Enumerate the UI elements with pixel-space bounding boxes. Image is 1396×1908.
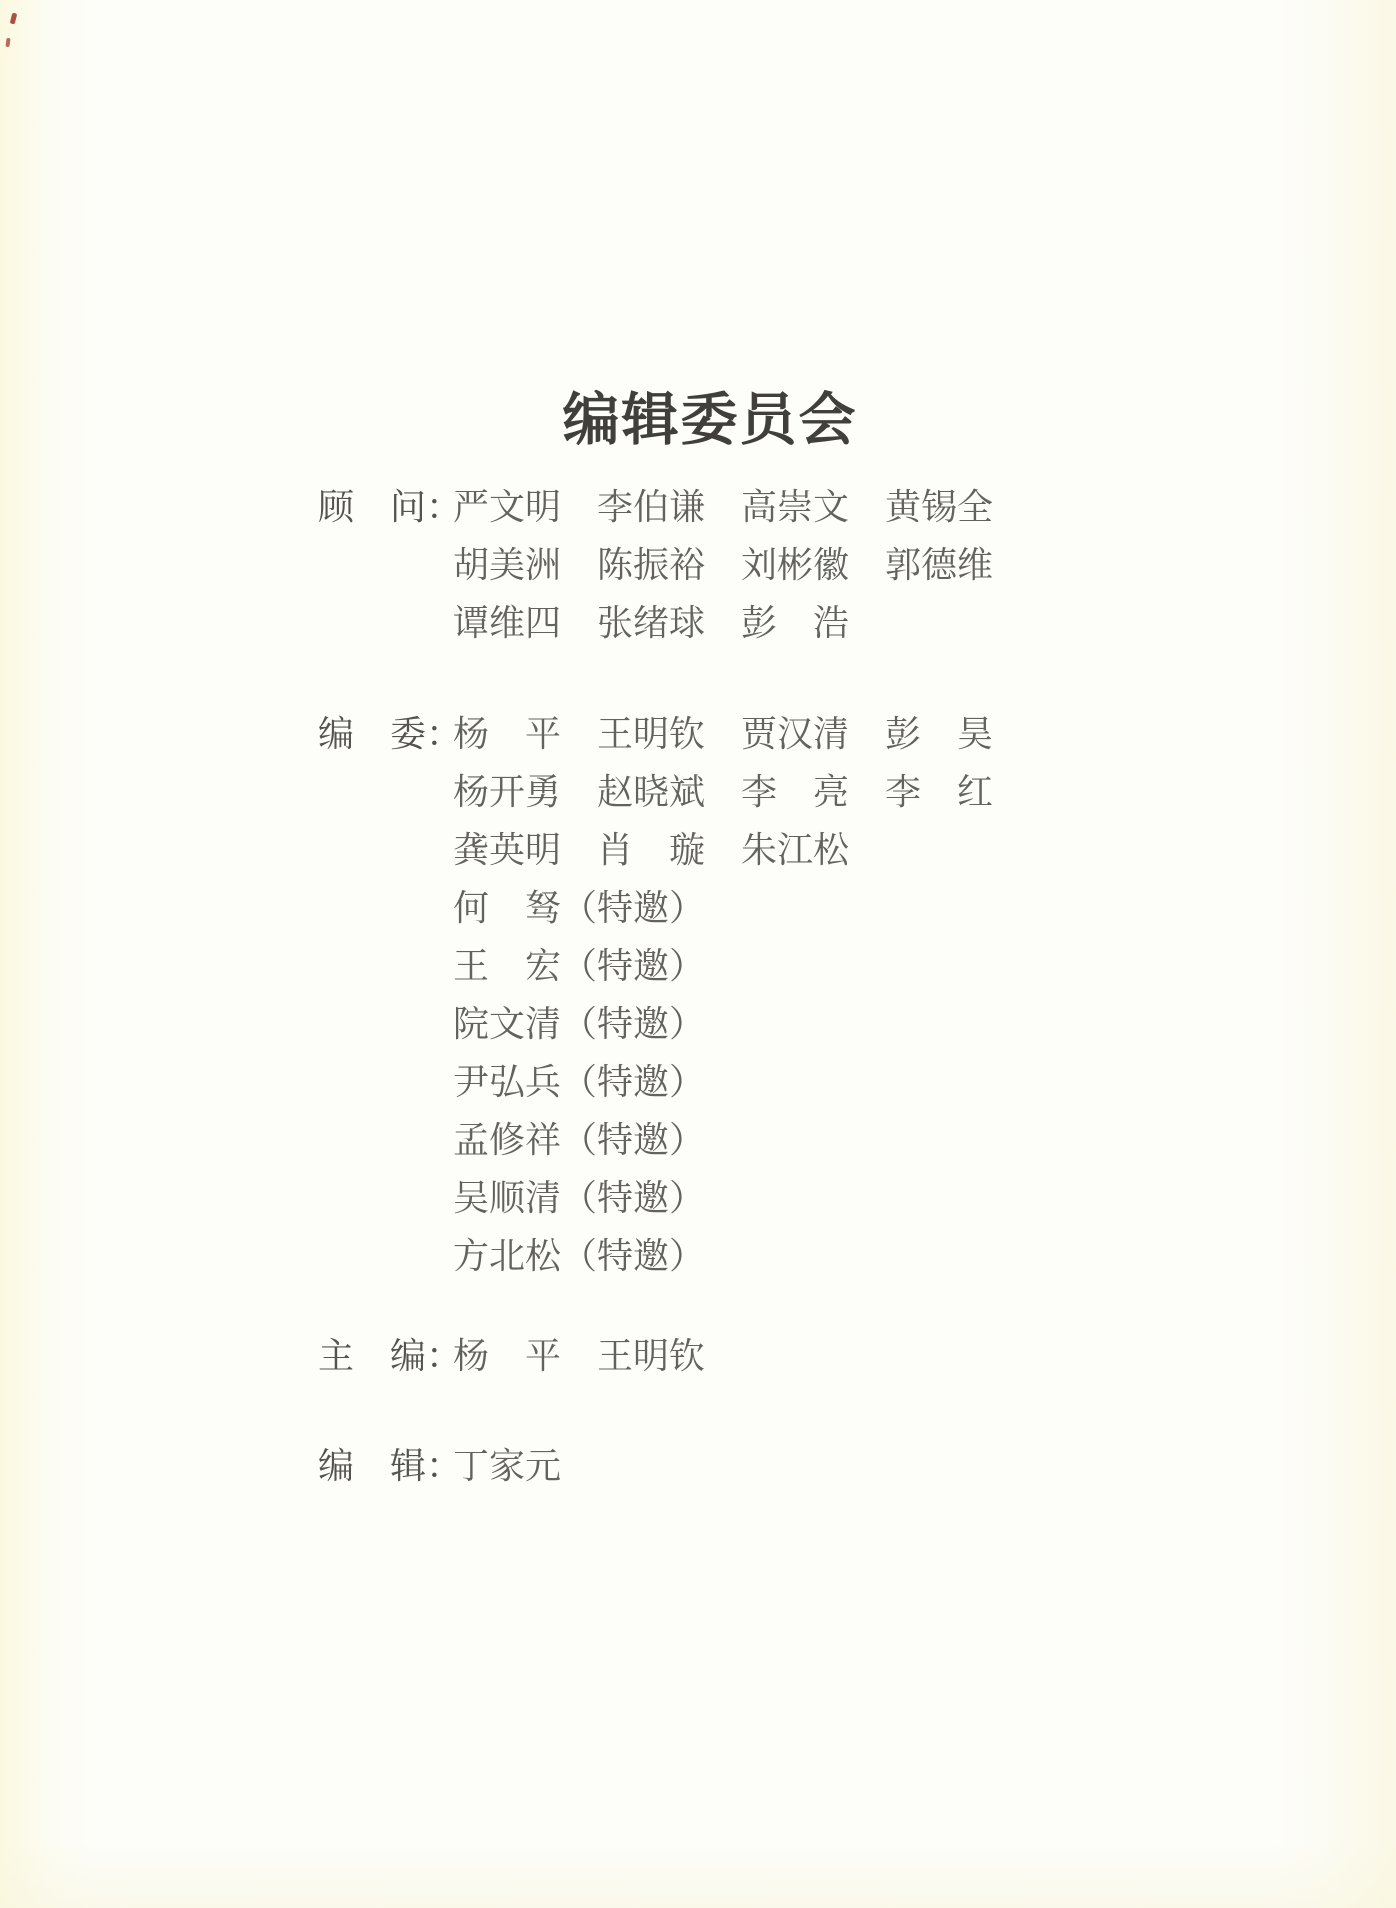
credit-row <box>318 1053 993 1111</box>
credit-row <box>318 821 993 879</box>
credit-row <box>318 879 993 937</box>
credits-section <box>318 1327 705 1385</box>
credit-row <box>318 1437 561 1495</box>
credit-row <box>318 763 993 821</box>
section-label: 主 编： <box>318 1336 463 1376</box>
names-line: 龚英明 肖 璇 朱江松 <box>453 830 850 870</box>
credit-row <box>318 594 993 652</box>
names-line: 谭维四 张绪球 彭 浩 <box>453 603 850 643</box>
paper-edge-tint-bottom <box>0 1843 1396 1908</box>
paper-edge-tint-left <box>0 0 95 1908</box>
credit-row <box>318 937 993 995</box>
credits-section <box>318 705 993 1285</box>
page-title: 编辑委员会 <box>562 389 858 453</box>
scan-artifact-red-mark <box>5 38 10 47</box>
names-line: 方北松（特邀） <box>453 1236 706 1276</box>
section-label: 编 委： <box>318 714 463 754</box>
names-line: 杨 平 王明钦 <box>453 1336 706 1376</box>
names-line: 严文明 李伯谦 高崇文 黄锡全 <box>453 487 994 527</box>
credit-row <box>318 705 993 763</box>
names-line: 尹弘兵（特邀） <box>453 1062 706 1102</box>
credits-section <box>318 1437 561 1495</box>
names-line: 胡美洲 陈振裕 刘彬徽 郭德维 <box>453 545 994 585</box>
credit-row <box>318 1169 993 1227</box>
credit-row <box>318 995 993 1053</box>
credit-row <box>318 478 993 536</box>
names-line: 何 驽（特邀） <box>453 888 706 928</box>
section-label: 顾 问： <box>318 487 463 527</box>
section-label: 编 辑： <box>318 1446 463 1486</box>
credit-row <box>318 1327 705 1385</box>
credit-row <box>318 1227 993 1285</box>
names-line: 杨 平 王明钦 贾汉清 彭 昊 <box>453 714 994 754</box>
names-line: 王 宏（特邀） <box>453 946 706 986</box>
paper-edge-tint-right <box>1271 0 1396 1908</box>
names-line: 吴顺清（特邀） <box>453 1178 706 1218</box>
credit-row <box>318 536 993 594</box>
credit-row <box>318 1111 993 1169</box>
names-line: 孟修祥（特邀） <box>453 1120 706 1160</box>
names-line: 院文清（特邀） <box>453 1004 706 1044</box>
names-line: 丁家元 <box>453 1446 562 1486</box>
credits-section <box>318 478 993 652</box>
scan-artifact-red-mark <box>10 13 18 25</box>
names-line: 杨开勇 赵晓斌 李 亮 李 红 <box>453 772 994 812</box>
